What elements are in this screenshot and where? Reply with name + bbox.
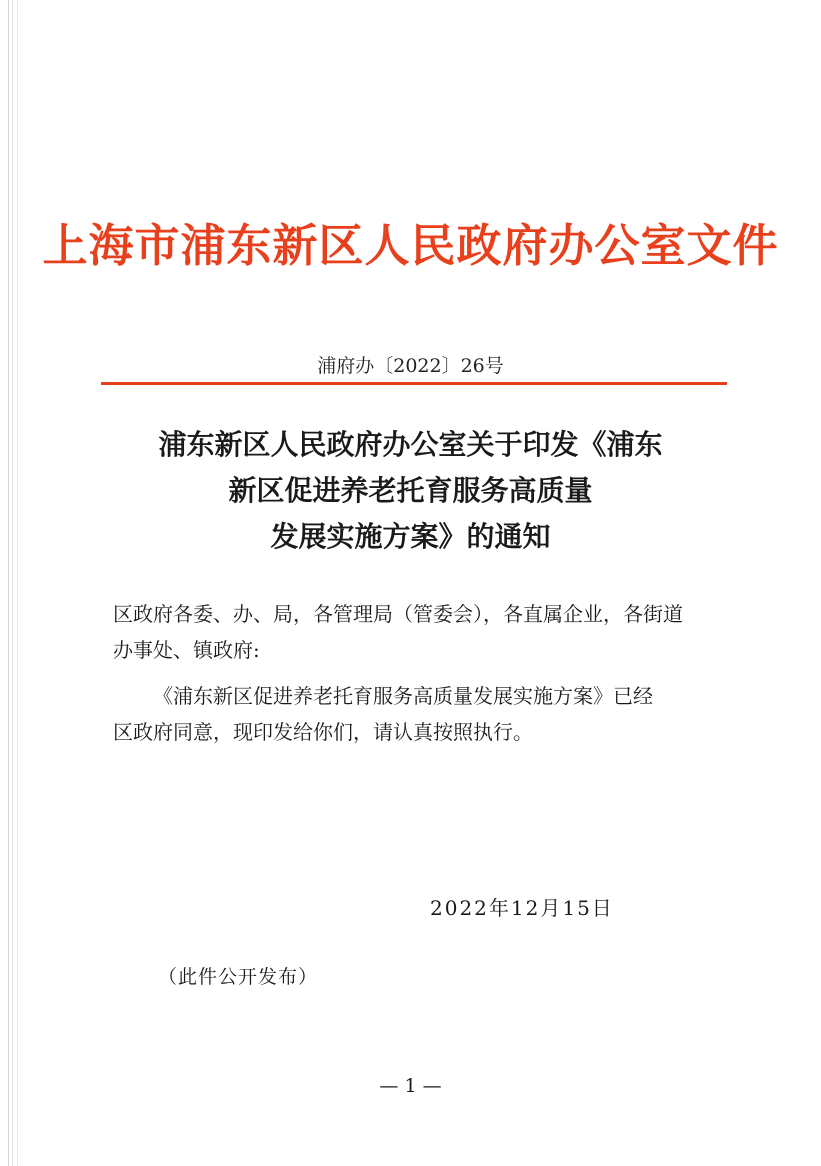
page-number: — 1 — — [379, 1075, 442, 1097]
title-line: 发展实施方案》的通知 — [270, 520, 551, 553]
title-line: 新区促进养老托育服务高质量 — [228, 474, 593, 507]
document-title — [60, 422, 761, 560]
red-divider-rule — [101, 382, 727, 385]
issue-date: 2022年12月15日 — [430, 896, 614, 920]
addressee-line: 办事处、镇政府: — [113, 638, 260, 662]
title-line: 浦东新区人民政府办公室关于印发《浦东 — [158, 428, 663, 461]
scan-edge-line — [12, 0, 13, 1166]
issuer-header: 上海市浦东新区人民政府办公室文件 — [42, 219, 779, 272]
addressee-line: 区政府各委、办、局，各管理局（管委会），各直属企业，各街道 — [113, 602, 683, 626]
scan-edge-line — [8, 0, 9, 1166]
body-paragraph — [113, 678, 725, 750]
document-number: 浦府办〔2022〕26号 — [317, 355, 504, 377]
scan-edge-line — [17, 0, 18, 1166]
paragraph-line: 区政府同意，现印发给你们，请认真按照执行。 — [113, 720, 533, 744]
paragraph-line: 《浦东新区促进养老托育服务高质量发展实施方案》已经 — [153, 684, 653, 708]
addressee-block — [113, 596, 725, 668]
public-release-note: （此件公开发布） — [158, 966, 319, 988]
